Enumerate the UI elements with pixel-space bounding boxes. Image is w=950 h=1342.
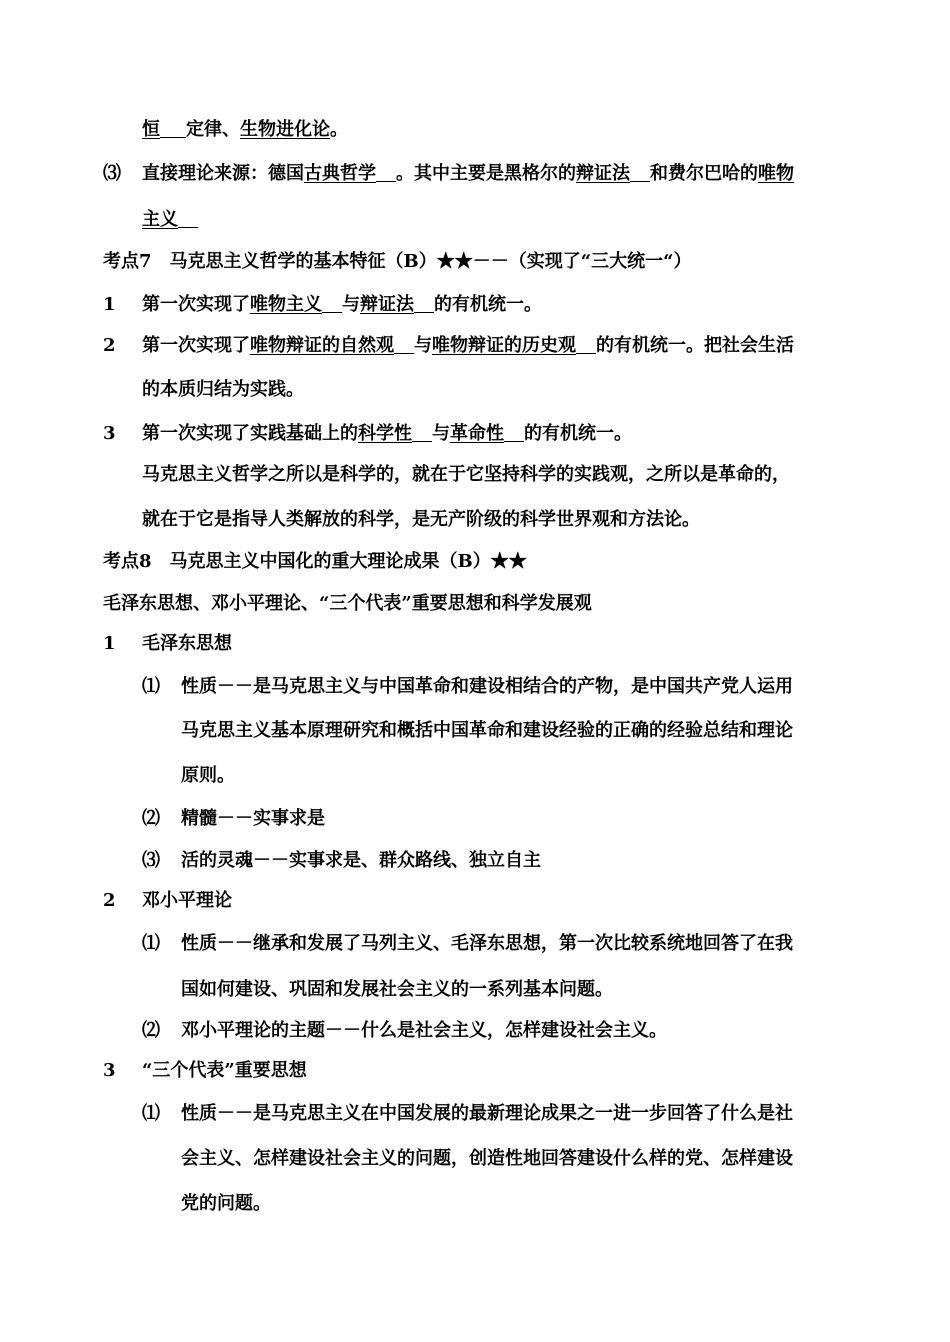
blank-underline	[630, 163, 650, 182]
section-heading: 考点7 马克思主义哲学的基本特征（B）★★－－（实现了“三大统一“）	[103, 251, 692, 272]
underlined-term: 革命性	[450, 423, 504, 444]
text-line	[142, 208, 198, 232]
text-line: 马克思主义基本原理研究和概括中国革命和建设经验的正确的经验总结和理论	[181, 720, 793, 741]
section-heading: 考点8 马克思主义中国化的重大理论成果（B）★★	[103, 551, 527, 572]
blank-underline	[504, 423, 524, 442]
text-line: 邓小平理论的主题－－什么是社会主义，怎样建设社会主义。	[181, 1020, 667, 1041]
subheading: “三个代表”重要思想	[142, 1060, 307, 1081]
text-line: 第一次实现了唯物辩证的自然观 与唯物辩证的历史观 的有机统一。把社会生活	[142, 335, 794, 356]
list-marker: ⑶	[103, 163, 121, 184]
list-marker: ⑴	[142, 676, 160, 697]
list-marker: 2	[103, 335, 116, 356]
text-line: 第一次实现了唯物主义 与辩证法 的有机统一。	[142, 294, 542, 315]
list-marker: ⑵	[142, 808, 160, 829]
text-line: 马克思主义哲学之所以是科学的，就在于它坚持科学的实践观，之所以是革命的，	[142, 464, 790, 485]
underlined-term: 主义	[142, 209, 178, 230]
list-marker: ⑴	[142, 933, 160, 954]
text-line: 性质－－是马克思主义与中国革命和建设相结合的产物，是中国共产党人运用	[181, 676, 793, 697]
list-marker: ⑵	[142, 1020, 160, 1041]
text-line: 毛泽东思想、邓小平理论、“三个代表”重要思想和科学发展观	[103, 593, 592, 614]
list-marker: 1	[103, 633, 116, 654]
underlined-term: 古典哲学	[304, 163, 376, 184]
underlined-term: 唯物	[758, 163, 794, 184]
list-marker: ⑶	[142, 850, 160, 871]
list-marker: 1	[103, 294, 116, 315]
text-line: 党的问题。	[181, 1193, 271, 1214]
text-line: 恒 定律、生物进化论。	[142, 119, 348, 140]
underlined-term: 唯物辩证的自然观	[250, 335, 394, 356]
text-line: 性质－－继承和发展了马列主义、毛泽东思想，第一次比较系统地回答了在我	[181, 933, 793, 954]
text-line: 精髓－－实事求是	[181, 808, 325, 829]
blank-underline	[376, 163, 396, 182]
underlined-term: 唯物主义	[250, 294, 322, 315]
blank-underline	[576, 335, 596, 354]
underlined-term: 唯物辩证的历史观	[432, 335, 576, 356]
blank-underline	[178, 209, 198, 228]
list-marker: ⑴	[142, 1103, 160, 1124]
text-line: 活的灵魂－－实事求是、群众路线、独立自主	[181, 850, 541, 871]
text-line: 会主义、怎样建设社会主义的问题，创造性地回答建设什么样的党、怎样建设	[181, 1148, 793, 1169]
text-line: 性质－－是马克思主义在中国发展的最新理论成果之一进一步回答了什么是社	[181, 1103, 793, 1124]
subheading: 毛泽东思想	[142, 633, 232, 654]
blank-underline	[412, 423, 432, 442]
list-marker: 2	[103, 890, 116, 911]
subheading: 邓小平理论	[142, 890, 232, 911]
blank-underline	[394, 335, 414, 354]
underlined-term: 科学性	[358, 423, 412, 444]
text-line: 就在于它是指导人类解放的科学，是无产阶级的科学世界观和方法论。	[142, 509, 700, 530]
underlined-term: 生物进化论	[240, 119, 330, 140]
blank-underline	[160, 119, 186, 138]
text-line: 第一次实现了实践基础上的科学性 与革命性 的有机统一。	[142, 423, 632, 444]
text-line: 直接理论来源：德国古典哲学 。其中主要是黑格尔的辩证法 和费尔巴哈的唯物	[142, 163, 794, 184]
text-line: 的本质归结为实践。	[142, 379, 304, 400]
list-marker: 3	[103, 423, 116, 444]
text-line: 国如何建设、巩固和发展社会主义的一系列基本问题。	[181, 979, 613, 1000]
underlined-term: 恒	[142, 119, 160, 140]
list-marker: 3	[103, 1060, 116, 1081]
blank-underline	[322, 294, 342, 313]
underlined-term: 辩证法	[576, 163, 630, 184]
text-line: 原则。	[181, 765, 235, 786]
blank-underline	[414, 294, 434, 313]
underlined-term: 辩证法	[360, 294, 414, 315]
